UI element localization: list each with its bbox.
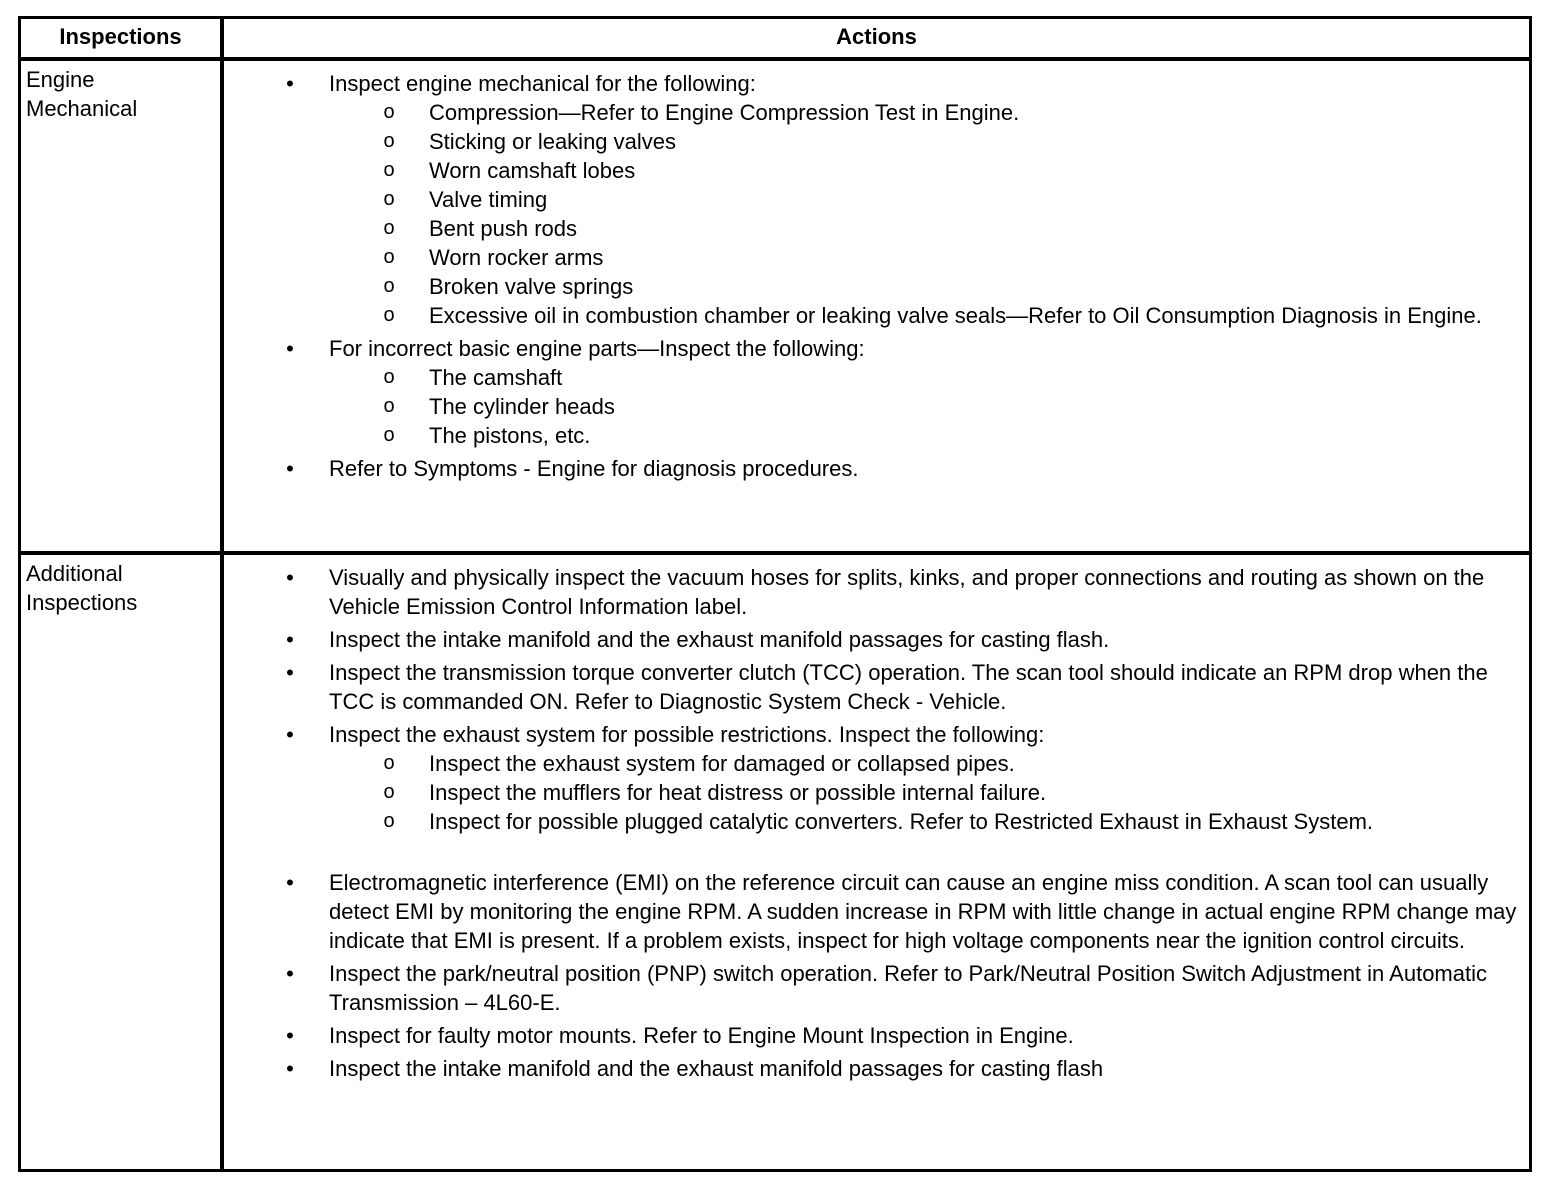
sub-list-item-text: Bent push rods — [429, 216, 577, 241]
list-item-text: Inspect for faulty motor mounts. Refer to Engine Mount Inspection in Engine. — [329, 1023, 1074, 1048]
sub-list-item-text: Sticking or leaking valves — [429, 129, 677, 154]
sub-list-item — [329, 127, 1519, 156]
bullet-icon: • — [286, 565, 294, 590]
actions-engine-mechanical — [224, 61, 1529, 555]
circle-bullet-icon: o — [383, 275, 395, 297]
sub-list-item-text: The cylinder heads — [429, 394, 615, 419]
sub-list-item — [329, 185, 1519, 214]
list-item — [224, 868, 1519, 955]
circle-bullet-icon: o — [383, 159, 395, 181]
sub-list-item — [329, 272, 1519, 301]
header-actions: Actions — [224, 19, 1529, 61]
sub-list-item-text: Compression—Refer to Engine Compression Test in Engine. — [429, 100, 1020, 125]
circle-bullet-icon: o — [383, 188, 395, 210]
sub-list-item-text: Inspect the exhaust system for damaged or collapsed pipes. — [429, 751, 1015, 776]
list-item — [224, 720, 1519, 864]
sub-list-item-text: Inspect for possible plugged catalytic converters. Refer to Restricted Exhaust in Exhaust System. — [429, 809, 1374, 834]
action-list — [224, 563, 1519, 1083]
list-item-text: Inspect the exhaust system for possible restrictions. Inspect the following: — [329, 722, 1045, 747]
sub-list-item — [329, 363, 1519, 392]
row-label-line: Additional — [26, 561, 123, 586]
bullet-icon: • — [286, 961, 294, 986]
row-label-line: Engine — [26, 67, 95, 92]
circle-bullet-icon: o — [383, 217, 395, 239]
sub-list-item — [329, 421, 1519, 450]
header-inspections: Inspections — [21, 19, 224, 61]
bullet-icon: • — [286, 1056, 294, 1081]
list-item — [224, 625, 1519, 654]
sub-list — [329, 363, 1519, 450]
sub-list-item — [329, 392, 1519, 421]
list-item — [224, 658, 1519, 716]
row-label-line: Inspections — [26, 590, 138, 615]
sub-list-item-text: Inspect the mufflers for heat distress or possible internal failure. — [429, 780, 1047, 805]
row-label-engine-mechanical — [21, 61, 224, 555]
list-item — [224, 1054, 1519, 1083]
sub-list-item-text: Worn camshaft lobes — [429, 158, 636, 183]
list-item-text: Inspect the intake manifold and the exhaust manifold passages for casting flash. — [329, 627, 1110, 652]
bullet-icon: • — [286, 1023, 294, 1048]
actions-additional-inspections — [224, 555, 1529, 1169]
bullet-icon: • — [286, 627, 294, 652]
sub-list-item — [329, 156, 1519, 185]
circle-bullet-icon: o — [383, 395, 395, 417]
bullet-icon: • — [286, 660, 294, 685]
bullet-icon: • — [286, 456, 294, 481]
sub-list-item — [329, 778, 1519, 807]
circle-bullet-icon: o — [383, 101, 395, 123]
sub-list-item-text: Excessive oil in combustion chamber or leaking valve seals—Refer to Oil Consumption Diagnosis in Engine. — [429, 303, 1482, 328]
sub-list-item-text: Valve timing — [429, 187, 548, 212]
sub-list-item-text: The camshaft — [429, 365, 563, 390]
row-label-line: Mechanical — [26, 96, 138, 121]
bullet-icon: • — [286, 71, 294, 96]
spacer — [329, 836, 1519, 864]
list-item-text: Refer to Symptoms - Engine for diagnosis procedures. — [329, 456, 859, 481]
sub-list-item — [329, 243, 1519, 272]
circle-bullet-icon: o — [383, 752, 395, 774]
circle-bullet-icon: o — [383, 781, 395, 803]
bullet-icon: • — [286, 336, 294, 361]
sub-list-item — [329, 749, 1519, 778]
sub-list-item — [329, 98, 1519, 127]
circle-bullet-icon: o — [383, 246, 395, 268]
list-item — [224, 1021, 1519, 1050]
sub-list — [329, 749, 1519, 836]
list-item — [224, 959, 1519, 1017]
bullet-icon: • — [286, 870, 294, 895]
circle-bullet-icon: o — [383, 130, 395, 152]
list-item-text: Inspect the transmission torque converter clutch (TCC) operation. The scan tool should indicate an RPM drop when the TCC is commanded ON. Refer to Diagnostic System Check - Vehicle. — [329, 660, 1488, 714]
list-item — [224, 69, 1519, 330]
list-item — [224, 334, 1519, 450]
circle-bullet-icon: o — [383, 424, 395, 446]
list-item-text: Visually and physically inspect the vacuum hoses for splits, kinks, and proper connections and routing as shown on the Vehicle Emission Control Information label. — [329, 565, 1485, 619]
list-item-text: Inspect the park/neutral position (PNP) switch operation. Refer to Park/Neutral Position Switch Adjustment in Automatic Transmission – 4L60-E. — [329, 961, 1487, 1015]
list-item-text: For incorrect basic engine parts—Inspect the following: — [329, 336, 865, 361]
list-item-text: Inspect the intake manifold and the exhaust manifold passages for casting flash — [329, 1056, 1104, 1081]
action-list — [224, 69, 1519, 483]
circle-bullet-icon: o — [383, 366, 395, 388]
inspection-table — [18, 16, 1532, 1172]
list-item — [224, 454, 1519, 483]
circle-bullet-icon: o — [383, 304, 395, 326]
sub-list-item-text: Broken valve springs — [429, 274, 634, 299]
bullet-icon: • — [286, 722, 294, 747]
sub-list-item — [329, 807, 1519, 836]
sub-list-item — [329, 214, 1519, 243]
list-item-text: Inspect engine mechanical for the following: — [329, 71, 756, 96]
sub-list — [329, 98, 1519, 330]
sub-list-item — [329, 301, 1519, 330]
row-label-additional-inspections — [21, 555, 224, 1169]
sub-list-item-text: The pistons, etc. — [429, 423, 591, 448]
circle-bullet-icon: o — [383, 810, 395, 832]
list-item-text: Electromagnetic interference (EMI) on the reference circuit can cause an engine miss condition. A scan tool can usually detect EMI by monitoring the engine RPM. A sudden increase in RPM with little change in actual engine RPM change may indicate that EMI is present. If a problem exists, inspect for high voltage components near the ignition control circuits. — [329, 870, 1517, 953]
list-item — [224, 563, 1519, 621]
sub-list-item-text: Worn rocker arms — [429, 245, 604, 270]
